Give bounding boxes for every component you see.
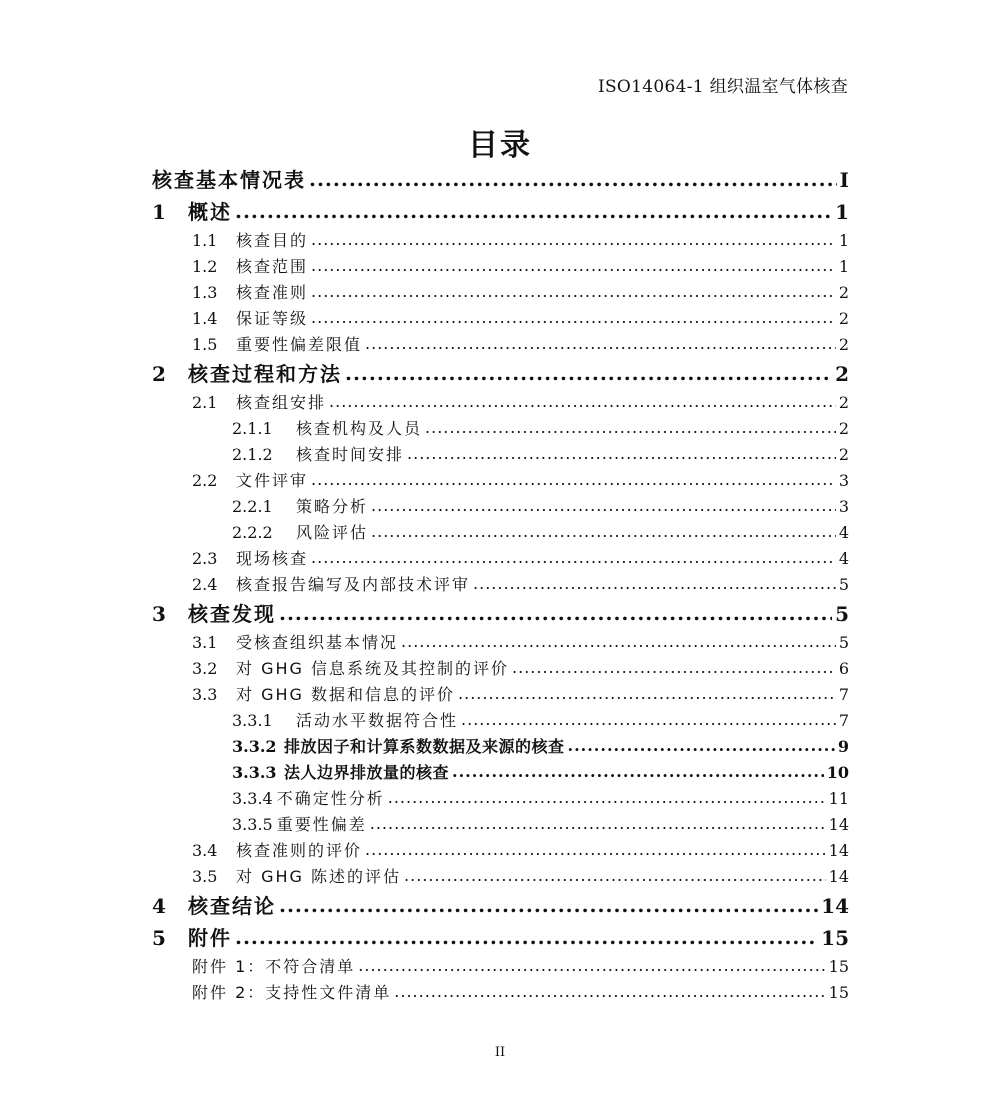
toc-entry-label: 附件 (188, 926, 232, 950)
toc-entry-page: 5 (838, 575, 849, 594)
dot-leader (370, 811, 826, 837)
toc-entry-label: 核查发现 (188, 602, 276, 626)
dot-leader (407, 441, 836, 467)
dot-leader (311, 279, 836, 305)
toc-entry[interactable] (152, 280, 849, 306)
toc-entry-number: 3.3.1 (232, 711, 273, 730)
toc-entry[interactable] (152, 306, 849, 332)
toc-entry-label: 核查准则的评价 (236, 841, 363, 860)
toc-entry-label: 对 GHG 信息系统及其控制的评价 (236, 659, 510, 678)
dot-leader (365, 331, 836, 357)
toc-entry-number: 1.5 (192, 335, 218, 354)
toc-entry-page: I (839, 168, 849, 192)
toc-entry-number: 3.2 (192, 659, 218, 678)
toc-entry-label: 活动水平数据符合性 (296, 711, 459, 730)
toc-entry[interactable] (152, 708, 849, 734)
dot-leader (235, 195, 832, 227)
toc-entry-page: 14 (828, 867, 849, 886)
toc-entry-page: 2 (838, 445, 849, 464)
toc-entry-page: 15 (821, 926, 849, 950)
toc-entry-page: 5 (835, 602, 849, 626)
toc-entry-page: 2 (838, 309, 849, 328)
dot-leader (358, 953, 825, 979)
dot-leader (401, 629, 836, 655)
toc-entry[interactable] (152, 812, 849, 838)
toc-entry[interactable] (152, 164, 849, 196)
toc-entry-number: 1.2 (192, 257, 218, 276)
toc-entry[interactable] (152, 228, 849, 254)
toc-entry[interactable] (152, 760, 849, 786)
toc-entry-number: 3.3.2 (232, 737, 277, 756)
toc-entry[interactable] (152, 980, 849, 1006)
toc-entry-page: 15 (828, 957, 849, 976)
toc-entry-label: 文件评审 (236, 471, 309, 490)
toc-entry-number: 2.1.2 (232, 445, 273, 464)
toc-entry-number: 2.2 (192, 471, 218, 490)
toc-entry-number: 3.3 (192, 685, 218, 704)
toc-entry[interactable] (152, 442, 849, 468)
toc-entry-label: 受核查组织基本情况 (236, 633, 399, 652)
dot-leader (458, 681, 836, 707)
toc-entry-label: 重要性偏差 (276, 815, 367, 834)
toc-entry-label: 核查结论 (188, 894, 276, 918)
toc-entry-label: 核查范围 (236, 257, 309, 276)
toc-entry-label: 不确定性分析 (276, 789, 385, 808)
toc-entry-label: 核查时间安排 (296, 445, 405, 464)
toc-entry[interactable] (152, 838, 849, 864)
toc-entry-page: 10 (826, 763, 849, 782)
toc-entry-number: 3.3.5 (232, 815, 273, 834)
toc-entry-label: 核查报告编写及内部技术评审 (236, 575, 471, 594)
toc-entry[interactable] (152, 416, 849, 442)
dot-leader (568, 733, 835, 759)
toc-entry-number: 2.3 (192, 549, 218, 568)
toc-entry-page: 6 (838, 659, 849, 678)
toc-entry-number: 2.2.2 (232, 523, 273, 542)
toc-entry-number: 1.1 (192, 231, 218, 250)
dot-leader (235, 921, 818, 953)
toc-entry[interactable] (152, 468, 849, 494)
toc-entry-number: 2.1.1 (232, 419, 273, 438)
toc-entry-number: 2 (152, 362, 166, 386)
toc-entry-page: 2 (838, 335, 849, 354)
dot-leader (394, 979, 825, 1005)
toc-entry[interactable] (152, 572, 849, 598)
dot-leader (404, 863, 826, 889)
toc-entry-label: 核查组安排 (236, 393, 327, 412)
toc-entry[interactable] (152, 390, 849, 416)
toc-entry[interactable] (152, 922, 849, 954)
dot-leader (311, 305, 836, 331)
table-of-contents (152, 164, 849, 1006)
dot-leader (279, 597, 832, 629)
dot-leader (311, 227, 836, 253)
toc-entry[interactable] (152, 864, 849, 890)
toc-entry-number: 3.4 (192, 841, 218, 860)
dot-leader (371, 493, 836, 519)
page-header: ISO14064-1 组织温室气体核查 (597, 77, 848, 97)
toc-entry[interactable] (152, 332, 849, 358)
toc-entry-number: 5 (152, 926, 166, 950)
toc-entry-label: 风险评估 (296, 523, 369, 542)
toc-entry[interactable] (152, 734, 849, 760)
dot-leader (425, 415, 836, 441)
toc-entry-number: 2.4 (192, 575, 218, 594)
toc-entry[interactable] (152, 656, 849, 682)
toc-entry-page: 7 (838, 711, 849, 730)
toc-entry[interactable] (152, 546, 849, 572)
toc-entry[interactable] (152, 954, 849, 980)
toc-entry-label: 对 GHG 陈述的评估 (236, 867, 402, 886)
toc-entry-number: 2.1 (192, 393, 218, 412)
page-number: II (494, 1045, 506, 1060)
toc-entry[interactable] (152, 890, 849, 922)
toc-entry-label: 概述 (188, 200, 232, 224)
toc-entry-page: 14 (821, 894, 849, 918)
toc-entry[interactable] (152, 494, 849, 520)
toc-entry-label: 核查基本情况表 (152, 168, 306, 192)
dot-leader (279, 889, 818, 921)
toc-entry-page: 2 (835, 362, 849, 386)
toc-entry[interactable] (152, 786, 849, 812)
toc-entry[interactable] (152, 358, 849, 390)
dot-leader (461, 707, 836, 733)
toc-entry[interactable] (152, 630, 849, 656)
toc-entry-label: 现场核查 (236, 549, 309, 568)
toc-entry-label: 核查目的 (236, 231, 309, 250)
toc-entry-page: 7 (838, 685, 849, 704)
toc-entry[interactable] (152, 254, 849, 280)
dot-leader (309, 163, 837, 195)
toc-entry-page: 15 (828, 983, 849, 1002)
toc-entry-number: 3.5 (192, 867, 218, 886)
toc-entry-number: 2.2.1 (232, 497, 273, 516)
toc-entry-label: 法人边界排放量的核查 (284, 763, 450, 782)
dot-leader (512, 655, 836, 681)
toc-entry-page: 14 (828, 841, 849, 860)
dot-leader (311, 545, 836, 571)
toc-entry-page: 9 (837, 737, 849, 756)
dot-leader (329, 389, 836, 415)
toc-entry-label: 核查机构及人员 (296, 419, 423, 438)
dot-leader (388, 785, 826, 811)
toc-entry-page: 4 (838, 523, 849, 542)
toc-entry[interactable] (152, 598, 849, 630)
toc-entry-label: 附件 1：不符合清单 (192, 957, 356, 976)
toc-entry-page: 2 (838, 283, 849, 302)
toc-entry[interactable] (152, 196, 849, 228)
dot-leader (371, 519, 836, 545)
toc-entry-label: 排放因子和计算系数数据及来源的核查 (284, 737, 565, 756)
toc-entry-page: 2 (838, 393, 849, 412)
toc-entry-number: 4 (152, 894, 166, 918)
toc-entry-page: 3 (838, 471, 849, 490)
toc-entry-label: 策略分析 (296, 497, 369, 516)
toc-entry-page: 11 (828, 789, 849, 808)
toc-entry-page: 3 (838, 497, 849, 516)
dot-leader (452, 759, 824, 785)
toc-entry-number: 1 (152, 200, 166, 224)
toc-entry-label: 核查准则 (236, 283, 309, 302)
toc-entry-number: 3 (152, 602, 166, 626)
toc-entry-page: 1 (835, 200, 849, 224)
toc-entry-label: 保证等级 (236, 309, 309, 328)
dot-leader (311, 253, 836, 279)
dot-leader (345, 357, 832, 389)
dot-leader (365, 837, 826, 863)
toc-entry-page: 1 (838, 257, 849, 276)
toc-entry-page: 2 (838, 419, 849, 438)
dot-leader (311, 467, 836, 493)
toc-entry-number: 1.3 (192, 283, 218, 302)
toc-entry-page: 1 (838, 231, 849, 250)
toc-entry-label: 核查过程和方法 (188, 362, 342, 386)
toc-entry-label: 附件 2：支持性文件清单 (192, 983, 392, 1002)
toc-entry-number: 3.3.4 (232, 789, 273, 808)
toc-entry-label: 重要性偏差限值 (236, 335, 363, 354)
toc-entry-page: 5 (838, 633, 849, 652)
toc-entry-page: 4 (838, 549, 849, 568)
page-title: 目录 (468, 128, 532, 163)
toc-entry-number: 3.1 (192, 633, 218, 652)
toc-entry-page: 14 (828, 815, 849, 834)
toc-entry[interactable] (152, 520, 849, 546)
toc-entry-number: 1.4 (192, 309, 218, 328)
dot-leader (473, 571, 836, 597)
toc-entry-label: 对 GHG 数据和信息的评价 (236, 685, 456, 704)
toc-entry[interactable] (152, 682, 849, 708)
toc-entry-number: 3.3.3 (232, 763, 277, 782)
